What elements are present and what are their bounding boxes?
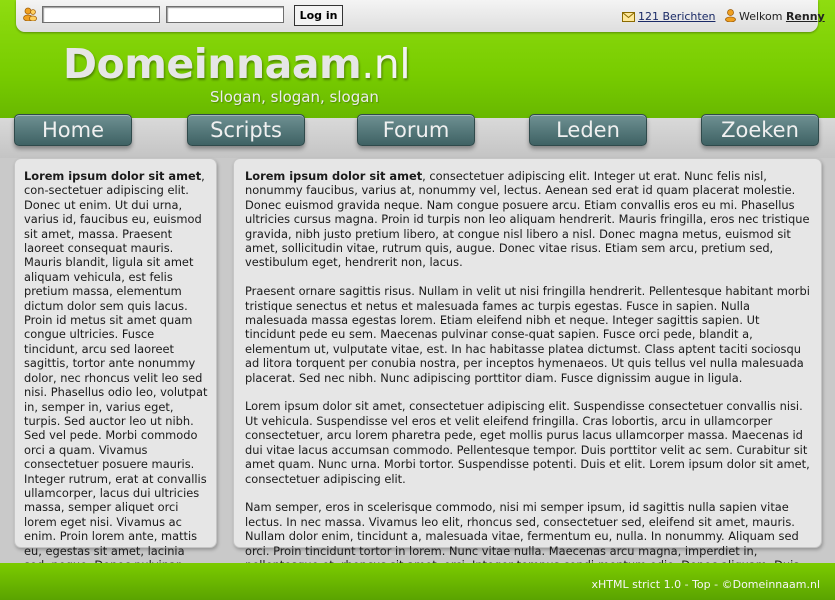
username-link[interactable]: Renny (785, 10, 825, 23)
site-link[interactable]: Domeinnaam.nl (732, 578, 820, 591)
welcome-label: Welkom (738, 10, 783, 23)
password-input[interactable] (166, 6, 284, 23)
users-icon (23, 7, 37, 21)
footer-separator: - (681, 578, 693, 591)
login-button[interactable]: Log in (294, 5, 343, 26)
main-paragraph-1-text: , consectetuer adipiscing elit. Integer ut erat. Nunc felis nisl, nonummy faucibus, varius at, nonummy vel, lectus. Aenean sed erat id quam placerat molestie. Donec euismod gravida neque. Nam congue posuere arcu. Etiam convallis eros eu mi. Phasellus ultricies cursus magna. Proin id turpis non leo aliquam hendrerit. Mauris fringilla, eros nec tristique gravida, nibh justo pretium libero, at congue nisl libero a nisl. Donec magna metus, euismod sit amet, sollicitudin vitae, rutrum quis, augue. Donec vitae risus. Etiam sem arcu, pretium sed, vestibulum eget, hendrerit non, lacus. (245, 169, 810, 270)
nav-home[interactable]: Home (14, 114, 132, 146)
site-slogan: Slogan, slogan, slogan (210, 88, 379, 106)
username-input[interactable] (42, 6, 160, 23)
main-paragraph-3: Lorem ipsum dolor sit amet, consectetuer adipiscing elit. Suspendisse consectetuer convallis nisi. Ut vehicula. Suspendisse vel eros et velit eleifend fringilla. Cras lobortis, arcu in ullamcorper consectetuer, arcu lorem pharetra pede, eget mollis purus lacus ullamcorper massa. Maecenas id dui vitae lacus accumsan commodo. Pellentesque tempor. Duis porttitor velit ac sem. Curabitur sit amet quam. Nunc urna. Morbi tortor. Suspendisse potenti. Duis et elit. Lorem ipsum dolor sit amet, consectetuer adipiscing elit. (245, 399, 810, 486)
site-logo[interactable] (63, 40, 410, 88)
nav-forum[interactable]: Forum (357, 114, 475, 146)
footer (0, 563, 835, 600)
logo-tld: .nl (361, 40, 411, 88)
validator-link[interactable]: xHTML strict 1.0 (591, 578, 682, 591)
nav-zoeken[interactable]: Zoeken (701, 114, 819, 146)
sidebar-paragraph (24, 169, 208, 587)
sidebar-panel (14, 158, 217, 558)
main-lead: Lorem ipsum dolor sit amet (245, 169, 423, 183)
main-paragraph-4: Nam semper, eros in scelerisque commodo, nisi mi semper ipsum, id sagittis nulla sapien vitae lectus. In nec massa. Vivamus leo elit, rhoncus sed, consectetuer sed, eleifend sit amet, mauris. Nullam dolor enim, tincidunt a, malesuada vitae, fermentum eu, nulla. In nonummy. Aliquam sed orci. Proin tincidunt tortor in lorem. Nunc vitae nulla. Maecenas arcu magna, imperdiet in, (245, 500, 799, 558)
footer-text (592, 578, 821, 591)
copyright-icon: © (721, 578, 733, 591)
main-paragraph-2: Praesent ornare sagittis risus. Nullam in velit ut nisi fringilla hendrerit. Pellentesque habitant morbi tristique senectus et netus et malesuada fames ac turpis egestas. Fusce in sapien. Nulla malesuada massa egestas lorem. Etiam eleifend nibh et neque. Integer sagittis sapien. Ut tincidunt pede eu sem. Maecenas pulvinar conse-quat sapien. Fusce orci pede, blandit a, elementum ut, vulputate vitae, est. In hac habitasse platea dictumst. Class aptent taciti sociosqu ad litora torquent per conubia nostra, per inceptos hymenaeos. Ut quis tellus vel nulla malesuada placerat. Sed nec nibh. Nunc adipiscing porttitor diam. Fusce dignissim augue in ligula. (245, 284, 810, 385)
sidebar-text: , con-sectetuer adipiscing elit. Donec ut enim. Ut dui urna, varius id, faucibus eu, euismod sit amet, massa. Praesent laoreet consequat mauris. Mauris blandit, ligula sit amet aliquam vehicula, est felis pretium massa, elementum dictum dolor sem quis lacus. Proin id metus sit amet quam congue ultricies. Fusce tincidunt, arcu sed laoreet sagittis, tortor ante nonummy dolor, nec rhoncus velit leo sed nisi. Phasellus odio leo, volutpat in, semper in, varius eget, turpis. Sed auctor leo ut nibh. Sed vel pede. Morbi commodo orci a quam. Vivamus consectetuer posuere mauris. Integer rutrum, erat at convallis ullamcorper, lacus dui ultricies massa, semper aliquet orci lorem eget nisi. Vivamus ac enim. Proin lorem ante, mattis eu, egestas sit amet, lacinia (24, 169, 208, 558)
nav-leden[interactable]: Leden (529, 114, 647, 146)
login-bar (16, 0, 825, 32)
top-link[interactable]: Top (692, 578, 711, 591)
logo-main: Domeinnaam (63, 40, 362, 88)
messages-link[interactable]: 121 Berichten (638, 10, 716, 23)
main-paragraph-1 (245, 169, 812, 270)
sidebar-lead: Lorem ipsum dolor sit amet (24, 169, 202, 183)
main-content (233, 158, 822, 558)
user-status (622, 9, 825, 23)
nav-scripts[interactable]: Scripts (187, 114, 305, 146)
user-icon (725, 9, 736, 22)
envelope-icon (622, 12, 635, 22)
footer-separator: - (710, 578, 722, 591)
